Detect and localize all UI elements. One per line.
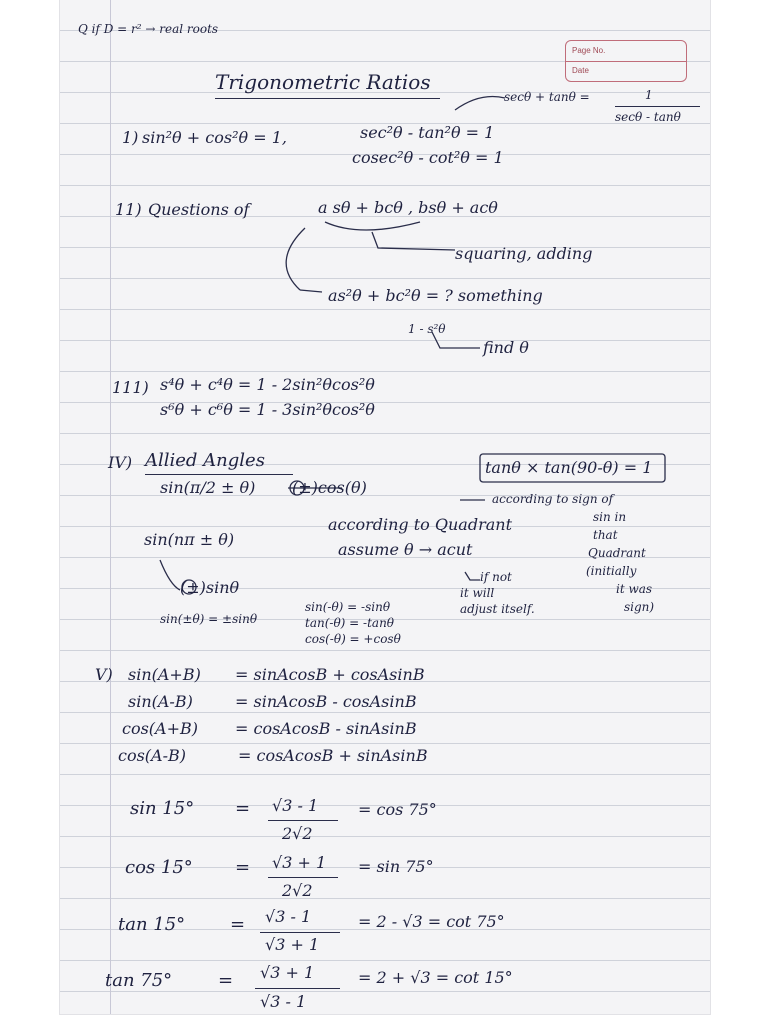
s4-according-quad: according to Quadrant (328, 515, 513, 534)
s5-row-lhs: cos(A+B) (122, 719, 199, 738)
val-fraction-bar (255, 988, 340, 989)
s4-according-sign: according to sign of (492, 492, 614, 506)
s4-label: Allied Angles (145, 450, 265, 471)
val-den: √3 + 1 (265, 935, 320, 954)
val-eq: = (230, 914, 246, 935)
s5-row-rhs: = sinAcosB + cosAsinB (235, 665, 425, 684)
arrow-to-top-right (455, 97, 505, 111)
header-note: Q if D = r² → real roots (78, 22, 219, 36)
page-no-label: Page No. (572, 46, 606, 55)
val-fraction-bar (268, 877, 338, 878)
s1-eq1: sin²θ + cos²θ = 1, (142, 128, 287, 147)
top-right-lhs: secθ + tanθ = (504, 90, 590, 104)
s2-note1: squaring, adding (455, 244, 593, 263)
val-den: 2√2 (282, 881, 313, 900)
s1-eq2: sec²θ - tan²θ = 1 (360, 123, 495, 142)
s4-cos-neg: cos(-θ) = +cosθ (305, 632, 401, 646)
top-right-den: secθ - tanθ (615, 110, 681, 124)
val-rhs: = sin 75° (358, 857, 434, 876)
s4-line1-lhs: sin(π/2 ± θ) (160, 478, 256, 497)
s4-quadrant: Quadrant (588, 546, 646, 560)
s4-sin-in: sin in (593, 510, 627, 524)
val-num: √3 - 1 (272, 796, 319, 815)
s4-sin-neg: sin(-θ) = -sinθ (305, 600, 391, 614)
val-eq: = (235, 857, 251, 878)
top-right-fraction-bar (615, 106, 700, 107)
s3-eq1: s⁴θ + c⁴θ = 1 - 2sin²θcos²θ (160, 375, 375, 394)
s5-row-rhs: = cosAcosB + sinAsinB (238, 746, 428, 765)
arrow-to-sin (160, 560, 180, 590)
s2-num: 11) (115, 200, 142, 219)
s4-sign: sign) (624, 600, 655, 614)
s4-sin-to: sin(±θ) = ±sinθ (160, 612, 258, 626)
s4-line2: sin(nπ ± θ) (144, 530, 235, 549)
val-lhs: cos 15° (125, 857, 193, 878)
val-rhs: = cos 75° (358, 800, 437, 819)
s4-itwill: it will (460, 586, 495, 600)
s4-ifnot: if not (480, 570, 512, 584)
notebook-page (60, 0, 710, 1014)
s3-eq2: s⁶θ + c⁶θ = 1 - 3sin²θcos²θ (160, 400, 375, 419)
big-curve-arrow (286, 228, 305, 290)
arrow-to-squaring (372, 232, 455, 250)
s4-that: that (593, 528, 618, 542)
s4-initially: (initially (586, 564, 637, 578)
val-lhs: tan 15° (118, 914, 186, 935)
val-den: 2√2 (282, 824, 313, 843)
s4-num: IV) (108, 453, 133, 472)
arrow-to-eq (300, 290, 322, 292)
s2-eq: as²θ + bc²θ = ? something (328, 286, 543, 305)
s5-row-lhs: sin(A-B) (128, 692, 193, 711)
val-lhs: tan 75° (105, 970, 173, 991)
s5-row-rhs: = cosAcosB - sinAsinB (235, 719, 417, 738)
s3-num: 111) (112, 378, 149, 397)
s4-tan-neg: tan(-θ) = -tanθ (305, 616, 395, 630)
s4-it-was: it was (616, 582, 653, 596)
title-underline (215, 98, 440, 99)
val-rhs: = 2 - √3 = cot 75° (358, 912, 505, 931)
s4-line1-rhs: (±)cos(θ) (292, 478, 367, 497)
s4-box-text: tanθ × tan(90-θ) = 1 (485, 458, 653, 477)
val-den: √3 - 1 (260, 992, 307, 1011)
s2-note2: find θ (483, 338, 529, 357)
s5-num: V) (95, 665, 113, 684)
val-num: √3 + 1 (260, 963, 315, 982)
date-label: Date (572, 66, 589, 75)
s2-forms: a sθ + bcθ , bsθ + acθ (318, 198, 498, 217)
s4-label-underline (145, 474, 293, 475)
s2-sub: 1 - s²θ (408, 322, 446, 336)
val-fraction-bar (260, 932, 340, 933)
s1-num: 1) (122, 128, 139, 147)
val-num: √3 - 1 (265, 907, 312, 926)
val-num: √3 + 1 (272, 853, 327, 872)
s1-eq3: cosec²θ - cot²θ = 1 (352, 148, 504, 167)
brace-under-forms (325, 222, 420, 230)
val-lhs: sin 15° (130, 798, 195, 819)
arrow-if-not (465, 572, 480, 580)
s4-adjust: adjust itself. (460, 602, 535, 616)
s5-row-lhs: sin(A+B) (128, 665, 201, 684)
s5-row-lhs: cos(A-B) (118, 746, 187, 765)
top-right-num: 1 (645, 88, 653, 102)
val-eq: = (218, 970, 234, 991)
s4-assume: assume θ → acut (338, 540, 473, 559)
val-fraction-bar (268, 820, 338, 821)
val-rhs: = 2 + √3 = cot 15° (358, 968, 513, 987)
s5-row-rhs: = sinAcosB - cosAsinB (235, 692, 417, 711)
val-eq: = (235, 798, 251, 819)
page-title: Trigonometric Ratios (215, 70, 431, 94)
s2-label: Questions of (148, 200, 250, 219)
s4-pm-sin: (±)sinθ (180, 578, 240, 597)
